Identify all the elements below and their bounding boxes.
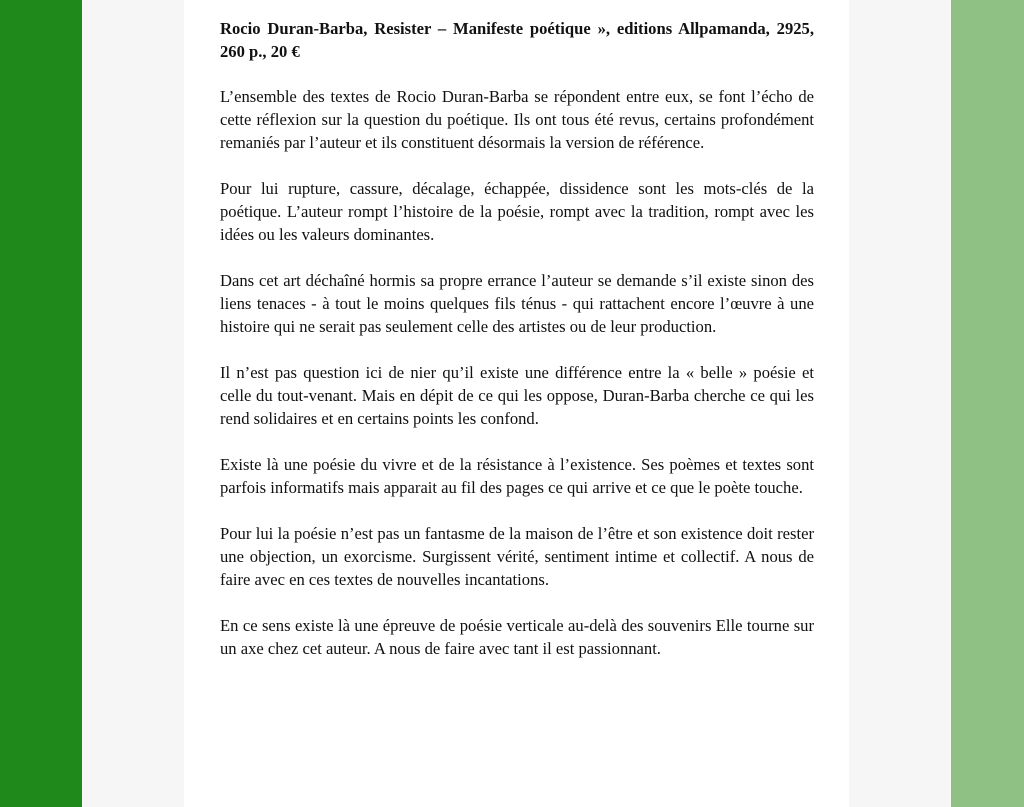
article-panel	[184, 0, 849, 807]
article-paragraph-2: Pour lui rupture, cassure, décalage, échappée, dissidence sont les mots-clés de la poétique. L’auteur rompt l’histoire de la poésie, rompt avec la tradition, rompt avec les idées ou les valeurs dominantes.	[220, 179, 814, 244]
article-paragraph-3: Dans cet art déchaîné hormis sa propre errance l’auteur se demande s’il existe sinon des liens tenaces - à tout le moins quelques fils ténus - qui rattachent encore l’œuvre à une histoire qui ne serait pas seulement celle des artistes ou de leur production.	[220, 271, 814, 336]
article-paragraph-1: L’ensemble des textes de Rocio Duran-Barba se répondent entre eux, se font l’écho de cette réflexion sur la question du poétique. Ils ont tous été revus, certains profondément remaniés par l’auteur et ils constituent désormais la version de référence.	[220, 87, 814, 152]
article-paragraph-5: Existe là une poésie du vivre et de la résistance à l’existence. Ses poèmes et textes sont parfois informatifs mais apparait au fil des pages ce qui arrive et ce que le poète touche.	[220, 455, 814, 497]
article-paragraph-4: Il n’est pas question ici de nier qu’il existe une différence entre la « belle » poésie et celle du tout-venant. Mais en dépit de ce qui les oppose, Duran-Barba cherche ce qui les rend solidaires et en certains points les confond.	[220, 363, 814, 428]
left-page-margin	[82, 0, 184, 807]
article-paragraph-6: Pour lui la poésie n’est pas un fantasme de la maison de l’être et son existence doit rester une objection, un exorcisme. Surgissent vérité, sentiment intime et collectif. A nous de faire avec en ces textes de nouvelles incantations.	[220, 524, 814, 589]
left-green-band	[0, 0, 82, 807]
article-paragraph-7: En ce sens existe là une épreuve de poésie verticale au-delà des souvenirs Elle tourne sur un axe chez cet auteur. A nous de faire avec tant il est passionnant.	[220, 616, 814, 658]
article-body	[220, 17, 814, 683]
article-title: Rocio Duran-Barba, Resister – Manifeste poétique », editions Allpamanda, 2925, 260 p., 20 €	[220, 19, 814, 61]
right-page-margin	[849, 0, 951, 807]
right-green-band	[951, 0, 1024, 807]
